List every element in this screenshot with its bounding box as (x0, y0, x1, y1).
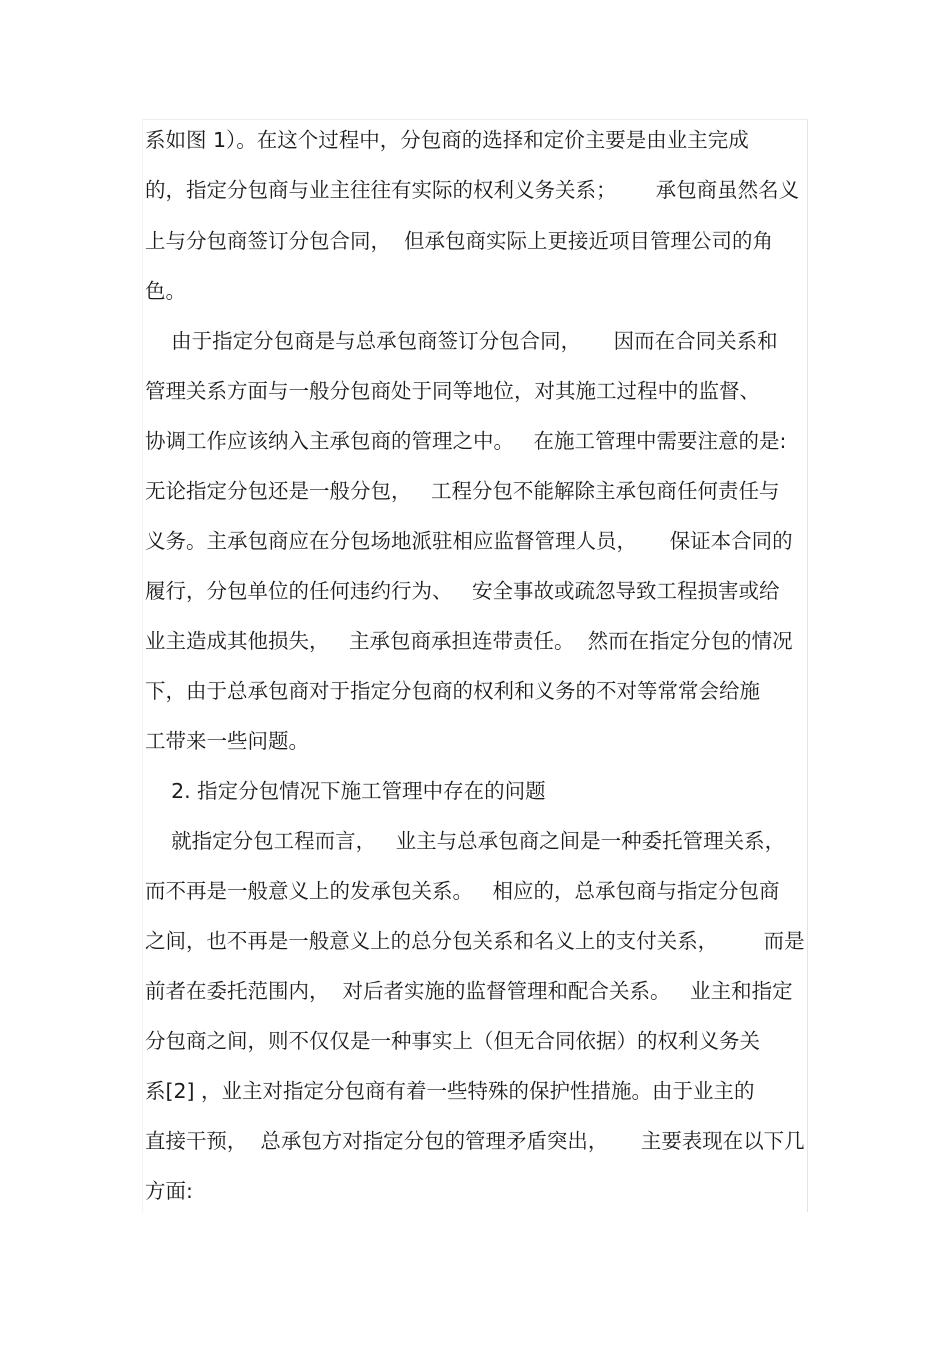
text-line: 之间，也不再是一般意义上的总分包关系和名义上的支付关系， 而是 (145, 929, 805, 953)
page-border-right (807, 119, 808, 1212)
text-line: 由于指定分包商是与总承包商签订分包合同， 因而在合同关系和 (145, 329, 778, 353)
page-border-left (142, 119, 143, 1212)
text-line: 履行，分包单位的任何违约行为、 安全事故或疏忽导致工程损害或给 (145, 579, 780, 603)
text-line: 无论指定分包还是一般分包， 工程分包不能解除主承包商任何责任与 (145, 479, 780, 503)
text-line: 协调工作应该纳入主承包商的管理之中。 在施工管理中需要注意的是: (145, 429, 787, 453)
text-line: 系[2] ，业主对指定分包商有着一些特殊的保护性措施。由于业主的 (145, 1079, 755, 1103)
text-line: 工带来一些问题。 (145, 729, 309, 753)
text-line: 就指定分包工程而言， 业主与总承包商之间是一种委托管理关系， (145, 829, 786, 853)
text-line: 分包商之间，则不仅仅是一种事实上（但无合同依据）的权利义务关 (145, 1029, 760, 1053)
text-line: 前者在委托范围内， 对后者实施的监督管理和配合关系。 业主和指定 (145, 979, 793, 1003)
text-line: 系如图 1）。在这个过程中，分包商的选择和定价主要是由业主完成 (145, 128, 749, 152)
page-border-top (142, 119, 808, 120)
text-line: 直接干预， 总承包方对指定分包的管理矛盾突出， 主要表现在以下几 (145, 1129, 805, 1153)
section-heading: 2. 指定分包情况下施工管理中存在的问题 (145, 779, 546, 803)
text-line: 上与分包商签订分包合同， 但承包商实际上更接近项目管理公司的角 (145, 229, 774, 253)
text-line: 下，由于总承包商对于指定分包商的权利和义务的不对等常常会给施 (145, 679, 760, 703)
text-line: 色。 (145, 279, 186, 303)
text-line: 而不再是一般意义上的发承包关系。 相应的，总承包商与指定分包商 (145, 879, 780, 903)
text-line: 业主造成其他损失， 主承包商承担连带责任。 然而在指定分包的情况 (145, 629, 793, 653)
text-line: 管理关系方面与一般分包商处于同等地位，对其施工过程中的监督、 (145, 379, 760, 403)
text-line: 方面: (145, 1179, 193, 1203)
text-line: 的，指定分包商与业主往往有实际的权利义务关系； 承包商虽然名义 (145, 178, 800, 202)
text-line: 义务。主承包商应在分包场地派驻相应监督管理人员， 保证本合同的 (145, 529, 793, 553)
